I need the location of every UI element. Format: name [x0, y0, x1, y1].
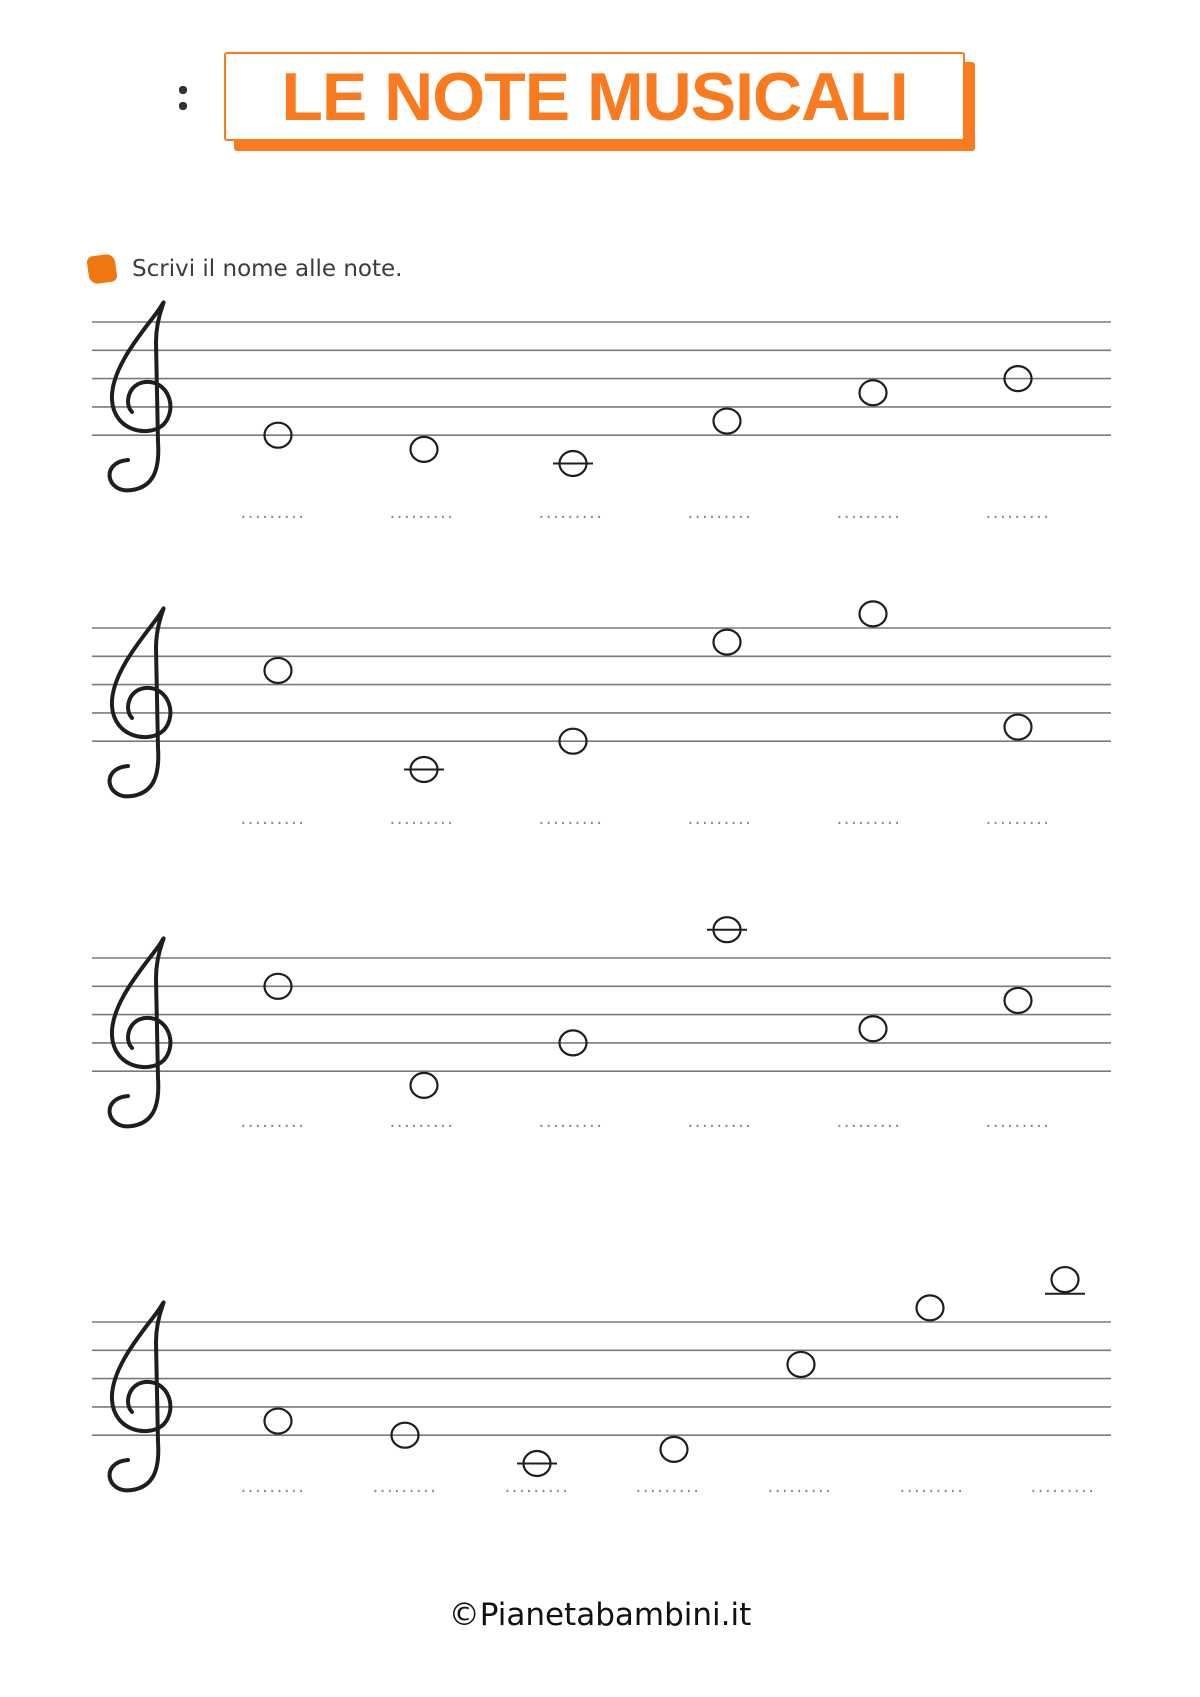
page-title: LE NOTE MUSICALI	[281, 58, 908, 135]
note-F4	[714, 409, 741, 434]
note-F4	[265, 1409, 292, 1434]
note-B5	[1045, 1267, 1085, 1294]
answer-blank[interactable]: .........	[836, 808, 902, 829]
note-C5	[1005, 988, 1032, 1013]
answer-blank[interactable]: .........	[836, 1111, 902, 1132]
answer-blank[interactable]: .........	[767, 1476, 833, 1497]
clef-dot	[179, 102, 187, 110]
answer-blank[interactable]: .........	[389, 1111, 455, 1132]
answer-blank[interactable]: .........	[240, 1111, 306, 1132]
staff-4	[92, 86, 1111, 1497]
note-A4	[860, 380, 887, 405]
note-D4	[411, 437, 438, 462]
staff-2	[92, 86, 1111, 829]
answer-blank[interactable]: .........	[240, 808, 306, 829]
answer-blank[interactable]: .........	[1030, 1476, 1096, 1497]
note-G5	[917, 1295, 944, 1320]
note-C4	[553, 451, 593, 476]
note-E5	[714, 630, 741, 655]
instruction-text: Scrivi il nome alle note.	[132, 256, 403, 282]
answer-blank[interactable]: .........	[985, 1111, 1051, 1132]
answer-blank[interactable]: .........	[372, 1476, 438, 1497]
treble-clef-icon	[110, 1302, 171, 1490]
answer-blank[interactable]: .........	[504, 1476, 570, 1497]
staff-1	[92, 86, 1111, 523]
answer-blank[interactable]: .........	[687, 808, 753, 829]
note-C5	[788, 1352, 815, 1377]
note-A5	[707, 917, 747, 942]
treble-clef-icon	[110, 302, 171, 490]
answer-blank[interactable]: .........	[635, 1476, 701, 1497]
staff-3	[92, 86, 1111, 1132]
answer-blank[interactable]: .........	[389, 502, 455, 523]
note-C4	[404, 757, 444, 782]
treble-clef-icon	[110, 608, 171, 796]
note-C5	[265, 658, 292, 683]
answer-blank[interactable]: .........	[389, 808, 455, 829]
note-F4	[1005, 715, 1032, 740]
treble-clef-icon	[110, 938, 171, 1126]
answer-blank[interactable]: .........	[240, 502, 306, 523]
note-G5	[860, 601, 887, 626]
answer-blank[interactable]: .........	[985, 502, 1051, 523]
answer-blank[interactable]: .........	[240, 1476, 306, 1497]
note-D4	[661, 1437, 688, 1462]
clef-dot	[179, 86, 187, 94]
answer-blank[interactable]: .........	[899, 1476, 965, 1497]
answer-blank[interactable]: .........	[985, 808, 1051, 829]
answer-blank[interactable]: .........	[538, 808, 604, 829]
answer-blank[interactable]: .........	[687, 1111, 753, 1132]
note-A4	[860, 1016, 887, 1041]
note-C4	[517, 1451, 557, 1476]
answer-blank[interactable]: .........	[538, 502, 604, 523]
footer-copyright: ©Pianetabambini.it	[448, 1597, 752, 1633]
answer-blank[interactable]: .........	[687, 502, 753, 523]
answer-blank[interactable]: .........	[538, 1111, 604, 1132]
answer-blank[interactable]: .........	[836, 502, 902, 523]
note-D4	[411, 1073, 438, 1098]
